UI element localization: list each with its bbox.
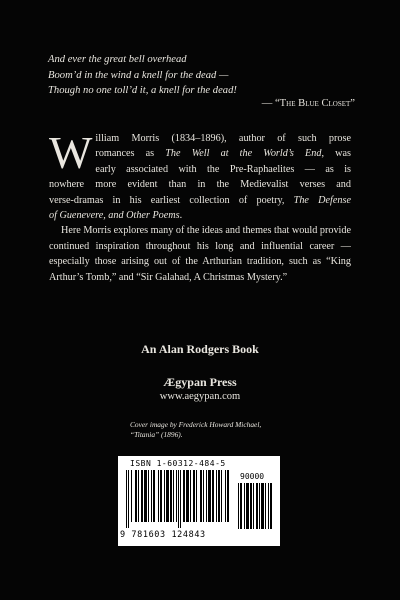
barcode-bar: [208, 470, 211, 522]
barcode-bar: [259, 483, 260, 529]
epigraph-attribution: [180, 98, 355, 109]
barcode-bar: [246, 483, 249, 529]
attribution-suffix: ”: [350, 98, 355, 109]
barcode-bar: [227, 470, 229, 522]
barcode-bar: [265, 483, 266, 529]
book-title: The Well at the World’s End: [165, 148, 322, 160]
barcode-bar: [131, 470, 132, 522]
barcode-bar: [206, 470, 207, 522]
blurb-text: verse-dramas in his earliest collection of poetry,: [49, 194, 294, 206]
barcode-bar: [160, 470, 162, 522]
drop-cap: W: [49, 127, 93, 178]
barcode-bar: [244, 483, 245, 529]
barcode-bar: [216, 470, 217, 522]
barcode-bar: [190, 470, 191, 522]
blurb-text: , was: [321, 148, 351, 160]
blurb-line: early associated with the Pre-Raphaelites — as is: [95, 163, 351, 175]
barcode-bar: [126, 470, 127, 528]
barcode-bar: [196, 470, 197, 522]
barcode-bar: [221, 470, 222, 522]
barcode-bar: [218, 470, 220, 522]
epigraph-line: And ever the great bell overhead: [48, 54, 187, 65]
isbn-number: ISBN 1-60312-484-5: [130, 459, 226, 468]
price-addon-number: 90000: [240, 472, 265, 481]
blurb-line: illiam Morris (1834–1896), author of such prose: [95, 133, 351, 144]
barcode-bar: [253, 483, 254, 529]
barcode-bar: [256, 483, 258, 529]
barcode-bar: [240, 483, 242, 529]
epigraph-line: Boom’d in the wind a knell for the dead —: [48, 69, 229, 81]
barcode-bar: [238, 483, 239, 529]
barcode-bar: [180, 470, 181, 528]
addon-barcode-bars: [238, 483, 274, 535]
barcode-bar: [135, 470, 137, 522]
epigraph: [48, 52, 358, 99]
ean-barcode-bars: [126, 470, 230, 528]
epigraph-line: Though no one toll’d it, a knell for the dead!: [48, 85, 237, 96]
barcode-bar: [212, 470, 214, 522]
barcode-bar: [270, 483, 272, 529]
barcode-bar: [183, 470, 185, 522]
cover-credit: Cover image by Frederick Howard Michael, “Titania” (1896).: [130, 420, 262, 439]
blurb-paragraph-2: Here Morris explores many of the ideas and themes that would provide continued inspiration throughout his long and influential career — especially those arising out of the Arthurian tradition, such as “King Arthur’s Tomb,” and “Sir Galahad, A Christmas Mystery.”: [49, 225, 351, 283]
barcode-bar: [141, 470, 143, 522]
barcode-bar: [186, 470, 189, 522]
blurb: [49, 127, 351, 285]
ean-number: 9 781603 124843: [120, 530, 206, 540]
barcode-bar: [138, 470, 139, 522]
barcode-bar: [128, 470, 129, 528]
barcode-bar: [200, 470, 202, 522]
barcode-bar: [203, 470, 204, 522]
publisher-name: Ægypan Press: [163, 375, 237, 389]
blurb-line: [49, 146, 351, 161]
barcode-bar: [153, 470, 155, 522]
barcode-bar: [164, 470, 165, 522]
attribution-prefix: — “: [261, 98, 280, 109]
barcode-bar: [225, 470, 226, 522]
blurb-line: [49, 193, 351, 208]
blurb-paragraph-1: [49, 127, 351, 223]
book-title: of Guenevere, and Other Poems: [49, 210, 180, 222]
barcode-bar: [261, 483, 264, 529]
attribution-title: The Blue Closet: [279, 98, 351, 109]
barcode-bar: [166, 470, 169, 522]
barcode-bar: [176, 470, 177, 522]
blurb-text: romances as: [95, 148, 166, 160]
blurb-text: .: [179, 210, 183, 222]
barcode-bar: [144, 470, 147, 522]
barcode-bar: [151, 470, 152, 522]
blurb-line: [49, 208, 351, 223]
barcode-bar: [178, 470, 179, 528]
blurb-line: nowhere more evident than in the Medievalist verses and: [49, 179, 351, 191]
barcode-bar: [193, 470, 195, 522]
isbn-barcode: [118, 456, 280, 546]
barcode-bar: [173, 470, 174, 522]
publisher-url: www.aegypan.com: [159, 391, 241, 402]
barcode-bar: [250, 483, 252, 529]
barcode-bar: [170, 470, 172, 522]
barcode-bar: [158, 470, 159, 522]
barcode-bar: [268, 483, 269, 529]
barcode-bar: [148, 470, 149, 522]
book-title: The Defense: [293, 194, 351, 206]
series-imprint: An Alan Rodgers Book: [141, 342, 259, 356]
